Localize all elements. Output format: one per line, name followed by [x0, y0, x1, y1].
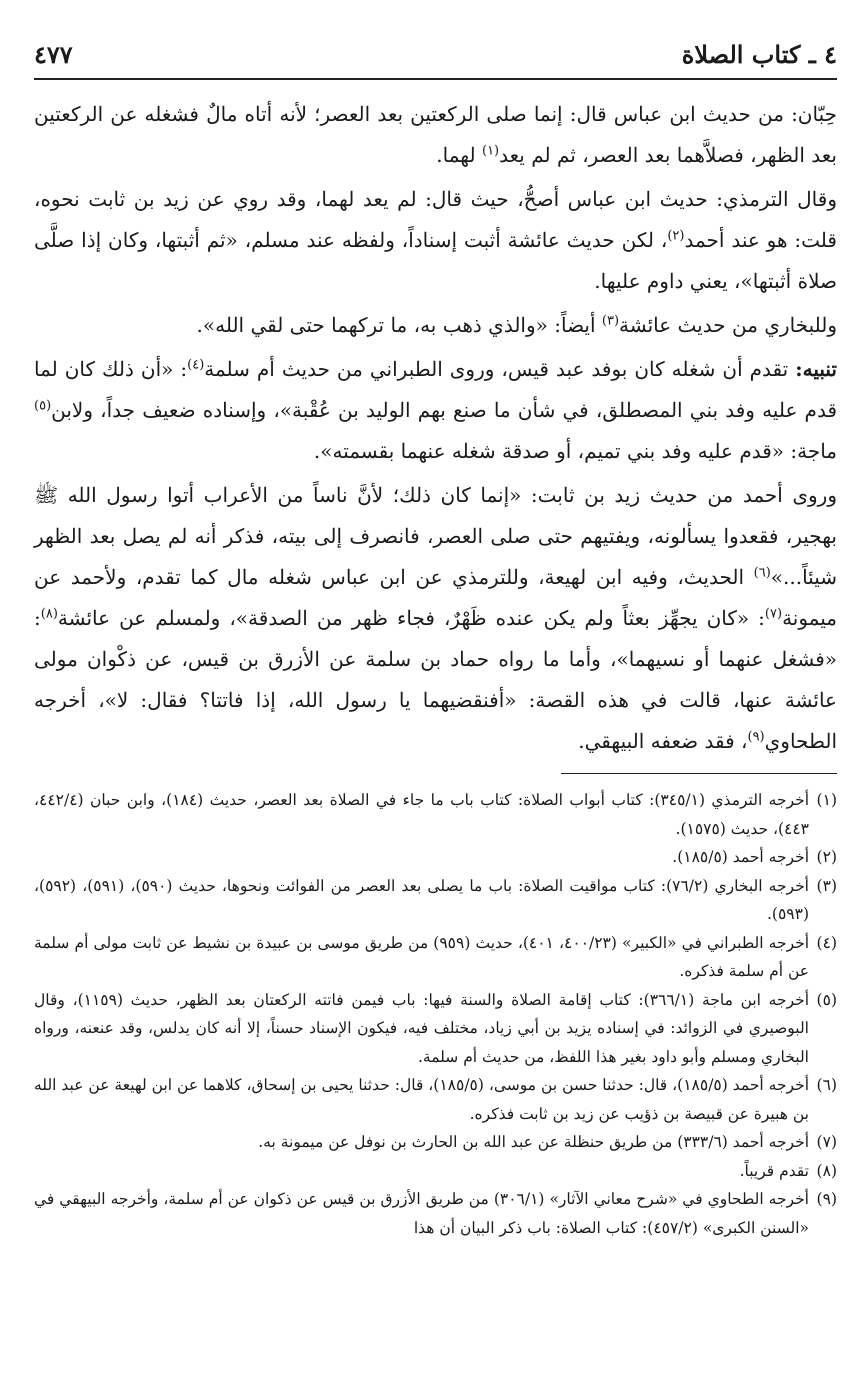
- paragraph-text: : «كان يجهِّز بعثاً ولم يكن عنده ظَهْرٌ، فجاء ظهر من الصدقة»، ولمسلم عن عائشة: [57, 606, 765, 630]
- paragraph-text: حِبّان: من حديث ابن عباس قال: إنما صلى الركعتين بعد العصر؛ لأنه أتاه مالٌ فشغله عن الركعتين بعد الظهر، فصلاَّهما بعد العصر، ثم لم يعد: [34, 102, 837, 167]
- footnote-text: أخرجه الطبراني في «الكبير» (٤٠٠/٢٣، ٤٠١)، حديث (٩٥٩) من طريق موسى بن عبيدة بن نشيط عن ثابت مولى أم سلمة عن أم سلمة فذكره.: [34, 933, 810, 980]
- paragraph-text: وللبخاري من حديث عائشة: [619, 313, 837, 337]
- paragraph-4: [34, 349, 837, 472]
- footnote-number: (٣): [816, 876, 837, 895]
- footnote-number: (٩): [816, 1190, 837, 1208]
- footnote-text: تقدم قريباً.: [739, 1161, 809, 1180]
- paragraph-text: تقدم أن شغله كان بوفد عبد قيس، وروى الطبراني من حديث أم سلمة: [204, 357, 796, 381]
- paragraph-text: لهما.: [436, 143, 482, 167]
- paragraph-3: [34, 305, 837, 346]
- footnote-ref: (٦): [753, 565, 771, 581]
- footnote-text: أخرجه الترمذي (٣٤٥/١): كتاب أبواب الصلاة: كتاب باب ما جاء في الصلاة بعد العصر، حديث (١٨٤)، وابن حبان (٤٤٢/٤، ٤٤٣)، حديث (١٥٧٥).: [34, 791, 810, 838]
- footnote-ref: (١): [481, 143, 500, 159]
- paragraph-text: ، لكن حديث عائشة أثبت إسناداً، ولفظه عند مسلم، «ثم أثبتها، وكان إذا صلَّى صلاة أثبتها»، يعني داوم عليها.: [34, 228, 837, 293]
- paragraph-1: [34, 94, 837, 176]
- footnote-ref: (٥): [34, 398, 52, 414]
- main-text: [34, 94, 837, 762]
- paragraph-text: ماجة: «قدم عليه وفد بني تميم، أو صدقة شغله عنهما بقسمته».: [313, 439, 837, 463]
- footnote-text: أخرجه أحمد (١٨٥/٥).: [672, 848, 809, 866]
- footnote-ref: (٣): [601, 313, 620, 329]
- footnote-5: [34, 986, 837, 1072]
- footnote-text: أخرجه البخاري (٧٦/٢): كتاب مواقيت الصلاة: باب ما يصلى بعد العصر من الفوائت ونحوها، حديث (٥٩٠)، (٥٩١)، (٥٩٢)، (٥٩٣).: [34, 876, 809, 923]
- footnote-number: (٧): [816, 1133, 837, 1151]
- footnote-6: [34, 1071, 837, 1128]
- footnote-ref: (٧): [764, 606, 783, 622]
- running-title: ٤ ـ كتاب الصلاة: [681, 40, 837, 69]
- footnote-separator: [561, 773, 837, 774]
- footnote-ref: (٤): [187, 357, 205, 373]
- footnote-text: أخرجه الطحاوي في «شرح معاني الآثار» (٣٠٦/١) من طريق الأزرق بن قيس عن ذكوان عن أم سلمة، وأخرجه البيهقي في «السنن الكبرى» (٤٥٧/٢): كتاب الصلاة: باب ذكر البيان أن هذا: [34, 1190, 809, 1237]
- page-number: ٤٧٧: [34, 40, 73, 69]
- footnote-2: [34, 843, 837, 872]
- footnote-number: (٢): [816, 848, 837, 866]
- paragraph-text: وقال الترمذي: حديث ابن عباس أصحُّ، حيث قال: لم يعد لهما، وقد روي عن زيد بن ثابت نحوه، قلت: هو عند أحمد: [34, 187, 837, 252]
- footnote-ref: (٩): [747, 729, 765, 745]
- footnotes: [34, 786, 837, 1242]
- footnote-text: أخرجه أحمد (٣٣٣/٦) من طريق حنظلة عن عبد الله بن الحارث بن نوفل عن ميمونة به.: [258, 1133, 809, 1151]
- note-label: تنبيه:: [795, 357, 837, 381]
- paragraph-text: ، فقد ضعفه البيهقي.: [578, 729, 748, 753]
- paragraph-2: [34, 179, 837, 302]
- footnote-ref: (٨): [40, 606, 58, 622]
- paragraph-text: : «فشغل عنهما أو نسيهما»، وأما ما رواه حماد بن سلمة عن الأزرق بن قيس، عن ذكْوان مولى عائشة عنها، قالت في هذه القصة: «أفنقضيهما يا رسول الله، إذا فاتتا؟ فقال: لا»، أخرجه الطحاوي: [34, 606, 837, 753]
- footnote-text: أخرجه ابن ماجة (٣٦٦/١): كتاب إقامة الصلاة والسنة فيها: باب فيمن فاتته الركعتان بعد الظهر، حديث (١١٥٩)، وقال البوصيري في الزوائد: في إسناده يزيد بن أبي زياد، مختلف فيه، فيكون الإسناد حسناً، إلا أنه كان يدلس، وقد عنعنه، ورواه البخاري ومسلم وأبو داود بغير هذا اللفظ، من حديث أم سلمة.: [34, 990, 810, 1066]
- footnote-number: (٦): [816, 1076, 837, 1094]
- paragraph-text: : «أن ذلك كان لما قدم عليه وفد بني المصطلق، في شأن ما صنع بهم الوليد بن عُقْبة»، وإسناده ضعيف جداً، ولابن: [34, 357, 837, 422]
- paragraph-text: الحديث، وفيه ابن لهيعة، وللترمذي عن ابن عباس شغله مال كما تقدم، ولأحمد عن ميمونة: [34, 565, 837, 630]
- footnote-text: أخرجه أحمد (١٨٥/٥)، قال: حدثنا حسن بن موسى، (١٨٥/٥)، قال: حدثنا يحيى بن إسحاق، كلاهما عن ابن لهيعة عن عبد الله بن هبيرة عن قبيصة بن ذؤيب عن زيد بن ثابت فذكره.: [34, 1076, 809, 1123]
- footnote-9: [34, 1185, 837, 1242]
- footnote-number: (٤): [816, 933, 837, 952]
- footnote-4: [34, 929, 837, 986]
- footnote-1: [34, 786, 837, 843]
- footnote-3: [34, 872, 837, 929]
- footnote-7: [34, 1128, 837, 1157]
- footnote-number: (٨): [816, 1161, 837, 1180]
- footnote-number: (١): [816, 791, 837, 809]
- page-header: [34, 34, 837, 80]
- paragraph-text: أيضاً: «والذي ذهب به، ما تركهما حتى لقي الله».: [196, 313, 602, 337]
- footnote-ref: (٢): [667, 228, 685, 244]
- footnote-8: [34, 1157, 837, 1186]
- paragraph-text: وروى أحمد من حديث زيد بن ثابت: «إنما كان ذلك؛ لأنَّ ناساً من الأعراب أتوا رسول الله ﷺ بهجير، فقعدوا يسألونه، ويفتيهم حتى صلى العصر، فانصرف إلى بيته، فذكر أنه لم يصل بعد الظهر شيئاً...»: [34, 483, 837, 589]
- paragraph-5: [34, 475, 837, 762]
- footnote-number: (٥): [816, 990, 837, 1009]
